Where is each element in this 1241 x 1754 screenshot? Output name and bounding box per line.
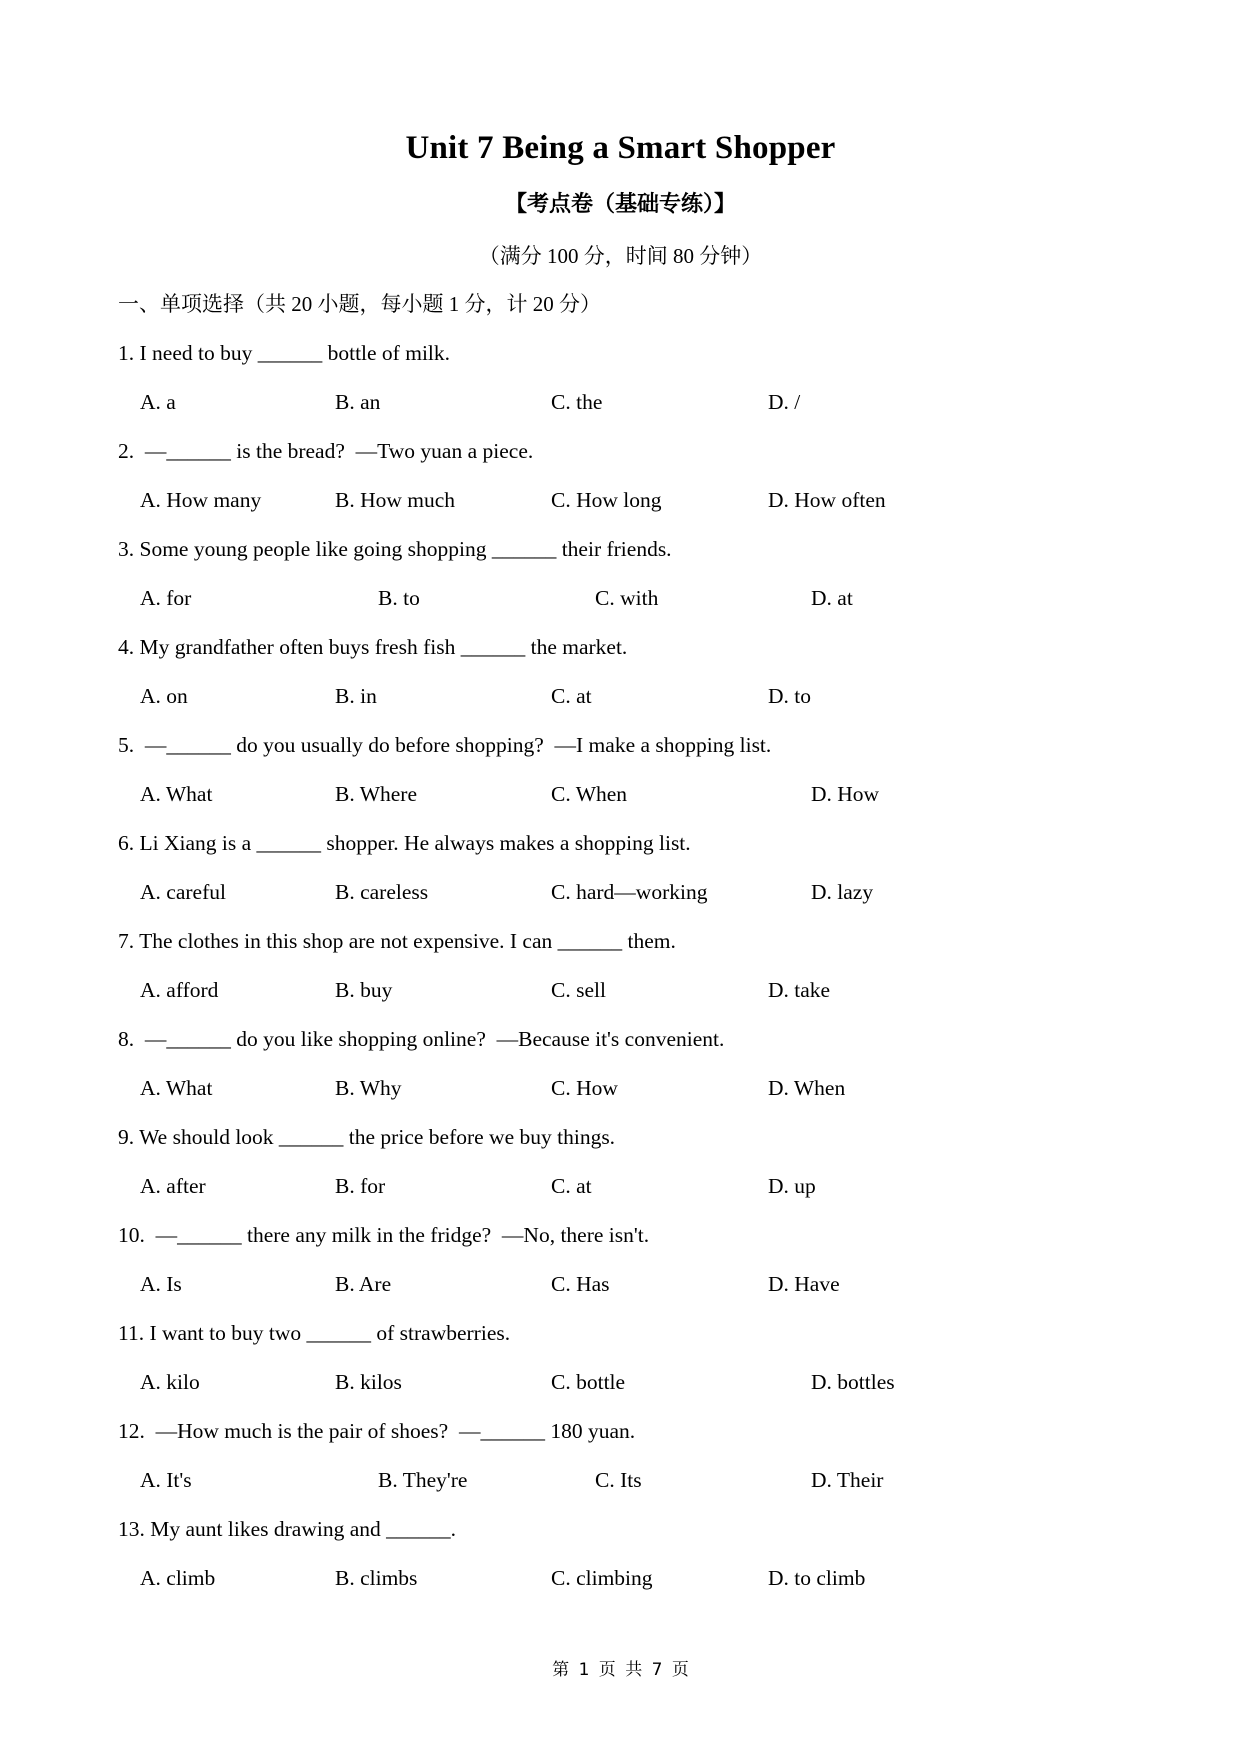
question-list [118,338,1118,1612]
answer-option[interactable]: A. What [140,1076,213,1100]
answer-option[interactable]: D. lazy [811,880,874,904]
answer-option[interactable]: C. sell [551,978,606,1002]
answer-options [118,387,1118,436]
section-heading: 一、单项选择（共 20 小题，每小题 1 分，计 20 分） [118,292,601,316]
answer-option[interactable]: B. They're [378,1468,468,1492]
answer-option[interactable]: B. for [335,1174,386,1198]
answer-option[interactable]: C. with [595,586,659,610]
answer-options [118,1073,1118,1122]
answer-option[interactable]: B. buy [335,978,393,1002]
answer-options [118,1465,1118,1514]
answer-options [118,1269,1118,1318]
answer-option[interactable]: B. Are [335,1272,392,1296]
answer-options [118,681,1118,730]
question-item [118,1220,1118,1318]
answer-option[interactable]: D. bottles [811,1370,895,1394]
answer-option[interactable]: A. kilo [140,1370,200,1394]
answer-options [118,485,1118,534]
question-text: 1. I need to buy ______ bottle of milk. [118,341,451,365]
answer-option[interactable]: B. Why [335,1076,402,1100]
question-text: 10. —______ there any milk in the fridge? —No, there isn't. [118,1223,650,1247]
answer-option[interactable]: D. take [768,978,831,1002]
question-item [118,338,1118,436]
answer-option[interactable]: A. It's [140,1468,192,1492]
answer-option[interactable]: C. at [551,684,592,708]
page-number: 第 1 页 共 7 页 [552,1660,689,1680]
answer-option[interactable]: D. Have [768,1272,840,1296]
answer-option[interactable]: B. kilos [335,1370,402,1394]
answer-option[interactable]: C. Its [595,1468,642,1492]
question-item [118,436,1118,534]
answer-option[interactable]: A. climb [140,1566,216,1590]
score-info: （满分 100 分，时间 80 分钟） [478,244,763,268]
answer-option[interactable]: C. How [551,1076,618,1100]
answer-option[interactable]: D. / [768,390,801,414]
answer-option[interactable]: A. Is [140,1272,182,1296]
answer-option[interactable]: B. climbs [335,1566,418,1590]
answer-option[interactable]: A. for [140,586,192,610]
answer-options [118,975,1118,1024]
question-text: 11. I want to buy two ______ of strawberries. [118,1321,511,1345]
answer-option[interactable]: C. the [551,390,603,414]
answer-option[interactable]: C. at [551,1174,592,1198]
question-text: 4. My grandfather often buys fresh fish ______ the market. [118,635,628,659]
question-item [118,1416,1118,1514]
answer-option[interactable]: B. in [335,684,377,708]
question-item [118,730,1118,828]
answer-option[interactable]: A. careful [140,880,226,904]
answer-options [118,1367,1118,1416]
answer-option[interactable]: C. Has [551,1272,610,1296]
answer-option[interactable]: A. on [140,684,188,708]
answer-option[interactable]: D. How often [768,488,886,512]
question-item [118,926,1118,1024]
answer-option[interactable]: B. Where [335,782,417,806]
answer-options [118,1171,1118,1220]
answer-options [118,1563,1118,1612]
answer-option[interactable]: A. after [140,1174,206,1198]
answer-option[interactable]: C. How long [551,488,662,512]
answer-option[interactable]: A. a [140,390,176,414]
question-text: 7. The clothes in this shop are not expensive. I can ______ them. [118,929,676,953]
answer-option[interactable]: D. How [811,782,880,806]
question-item [118,1318,1118,1416]
answer-option[interactable]: D. to climb [768,1566,866,1590]
answer-option[interactable]: C. climbing [551,1566,653,1590]
page-title: Unit 7 Being a Smart Shopper [405,130,836,166]
answer-option[interactable]: B. an [335,390,381,414]
answer-option[interactable]: C. When [551,782,628,806]
answer-option[interactable]: D. at [811,586,853,610]
answer-options [118,877,1118,926]
answer-option[interactable]: C. bottle [551,1370,626,1394]
answer-options [118,583,1118,632]
question-text: 5. —______ do you usually do before shopping? —I make a shopping list. [118,733,772,757]
question-text: 3. Some young people like going shopping ______ their friends. [118,537,672,561]
question-text: 12. —How much is the pair of shoes? —______ 180 yuan. [118,1419,636,1443]
answer-option[interactable]: A. How many [140,488,262,512]
question-text: 13. My aunt likes drawing and ______. [118,1517,456,1541]
answer-option[interactable]: A. afford [140,978,219,1002]
answer-option[interactable]: D. up [768,1174,816,1198]
question-item [118,828,1118,926]
question-item [118,1514,1118,1612]
question-text: 2. —______ is the bread? —Two yuan a piece. [118,439,534,463]
question-text: 9. We should look ______ the price before we buy things. [118,1125,616,1149]
question-text: 8. —______ do you like shopping online? —Because it's convenient. [118,1027,725,1051]
answer-option[interactable]: B. How much [335,488,456,512]
answer-option[interactable]: D. to [768,684,811,708]
question-item [118,534,1118,632]
answer-option[interactable]: D. Their [811,1468,884,1492]
question-item [118,1122,1118,1220]
exam-subtitle: 【考点卷（基础专练）】 [504,192,736,217]
answer-option[interactable]: B. careless [335,880,429,904]
answer-option[interactable]: D. When [768,1076,846,1100]
answer-option[interactable]: B. to [378,586,420,610]
answer-option[interactable]: A. What [140,782,213,806]
answer-option[interactable]: C. hard—working [551,880,708,904]
question-text: 6. Li Xiang is a ______ shopper. He always makes a shopping list. [118,831,691,855]
answer-options [118,779,1118,828]
question-item [118,632,1118,730]
question-item [118,1024,1118,1122]
